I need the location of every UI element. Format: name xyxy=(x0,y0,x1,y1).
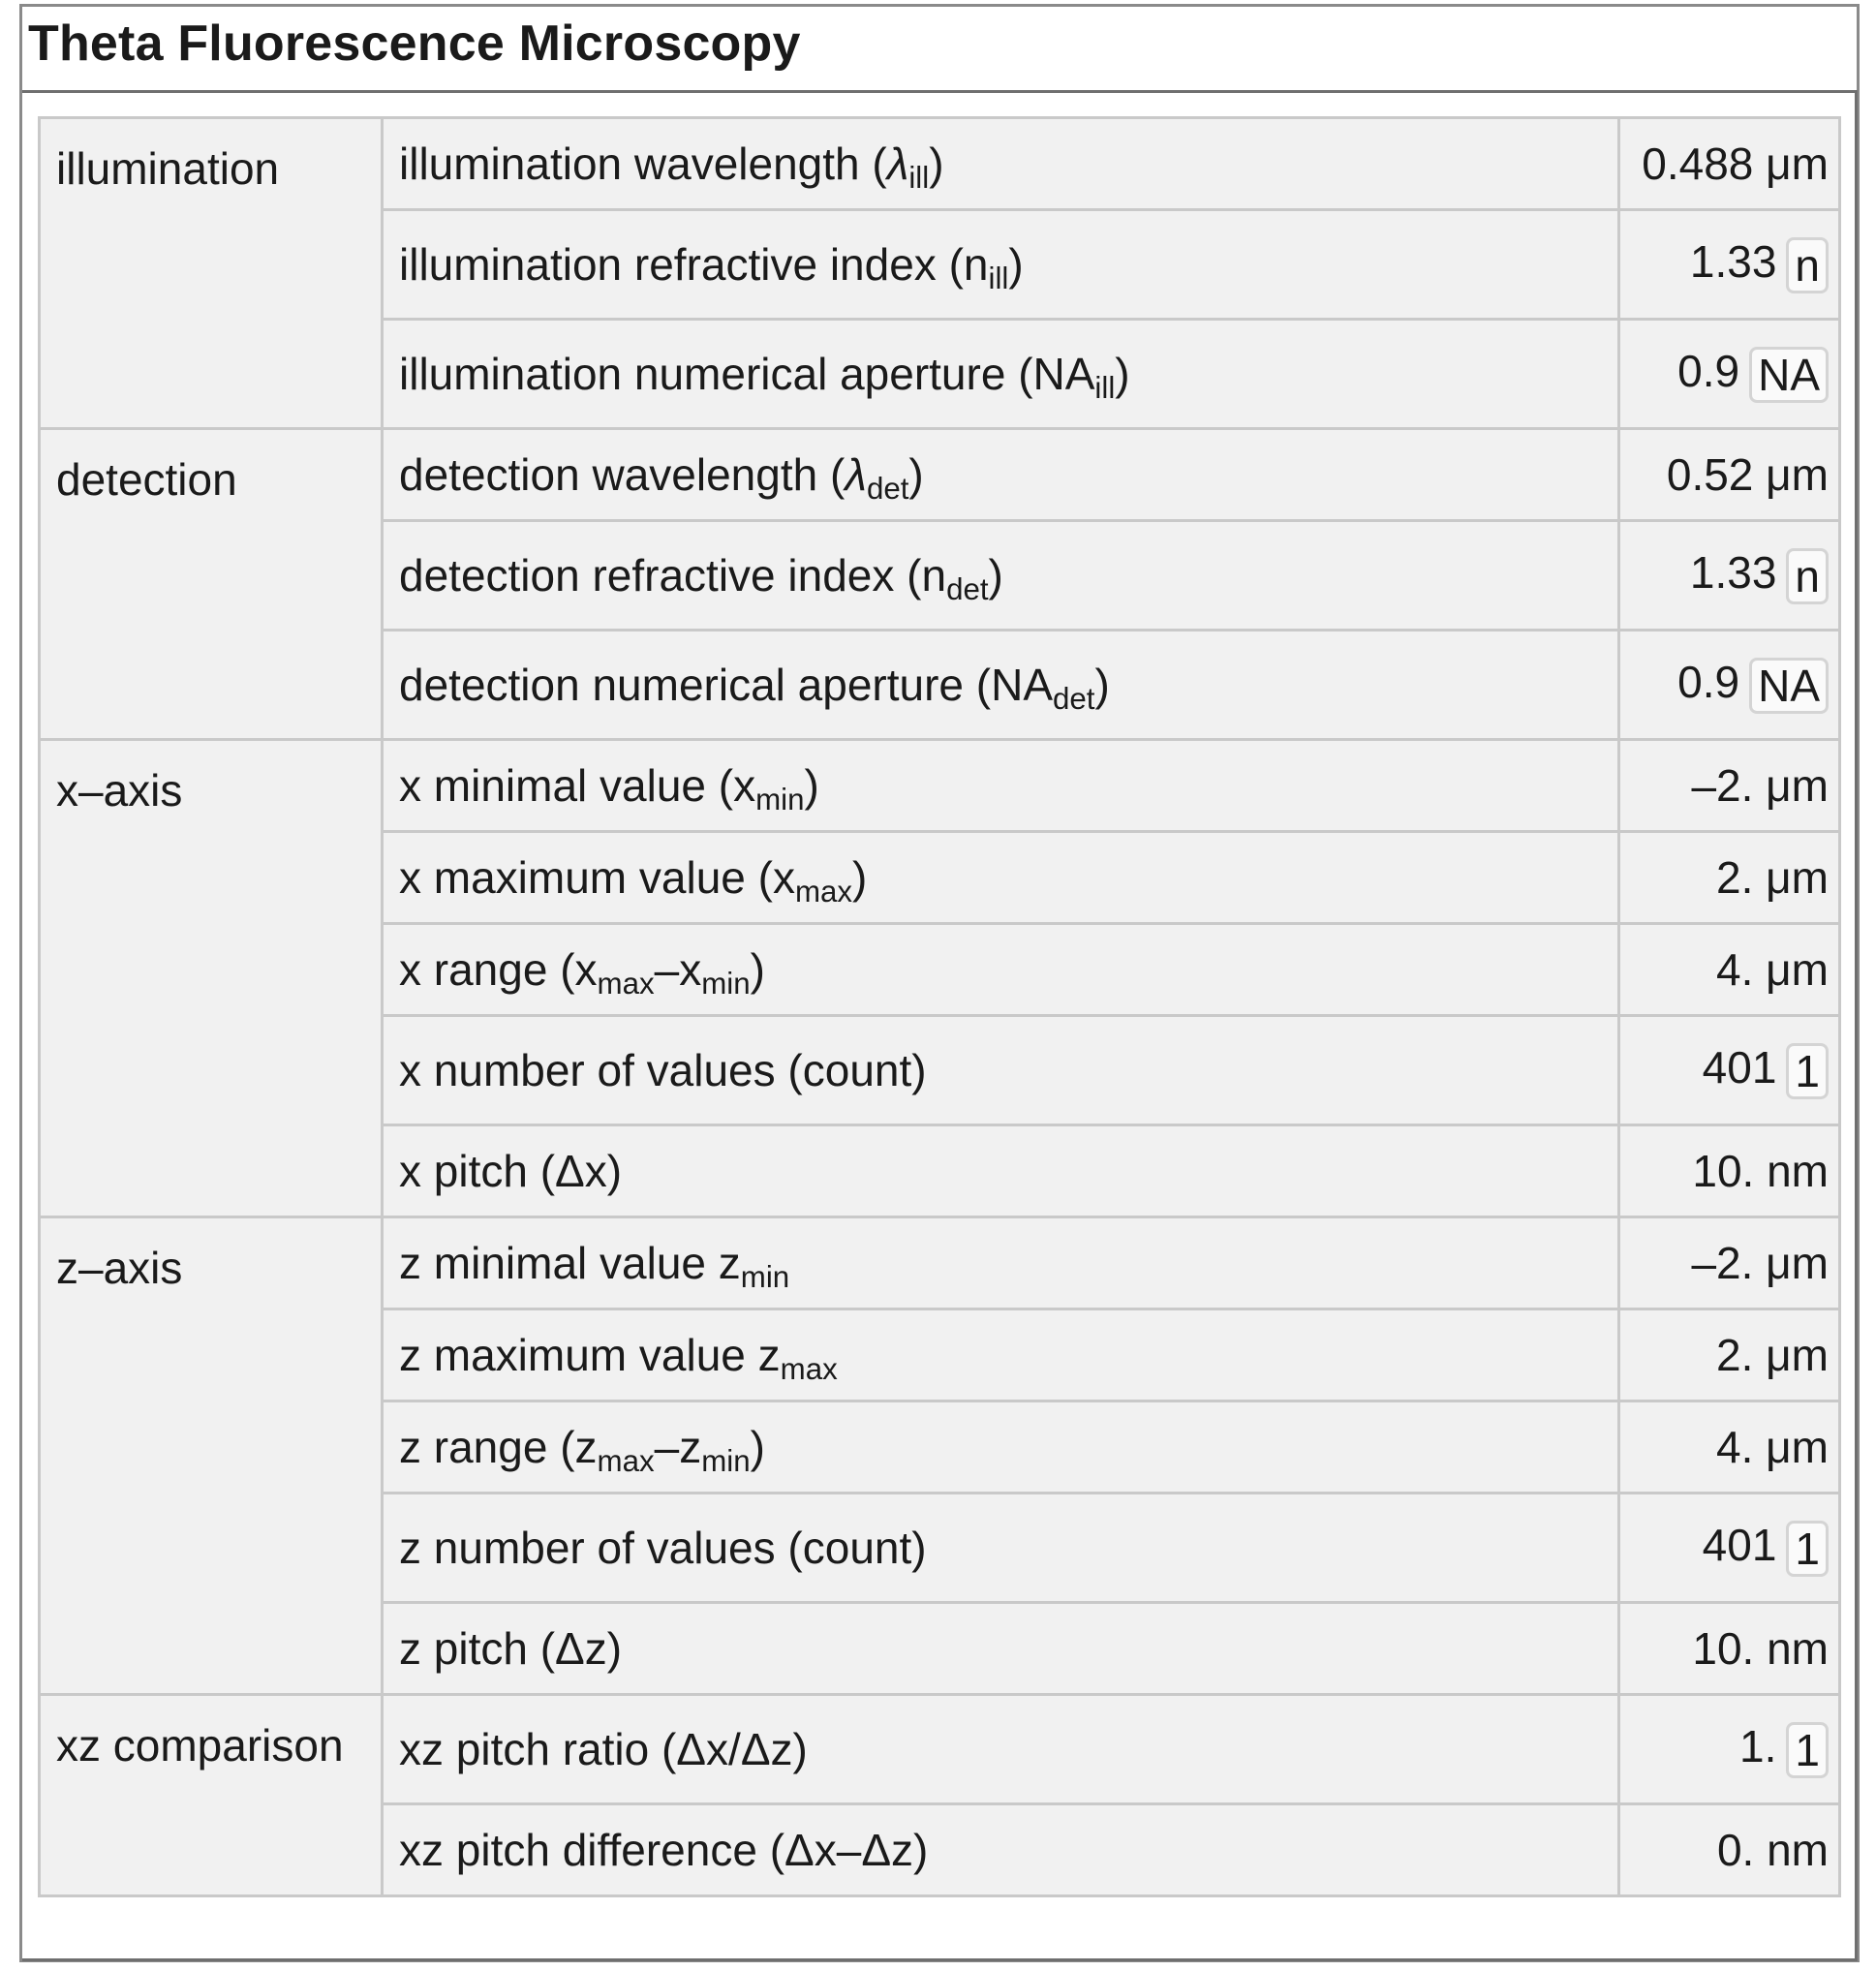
description-tail: –x xyxy=(654,944,702,995)
parameter-frame xyxy=(22,90,1858,1961)
parameter-description xyxy=(383,118,1619,210)
parameter-value: 2. μm xyxy=(1716,852,1829,903)
group-label: detection xyxy=(40,429,383,740)
description-text: z maximum value z xyxy=(399,1330,781,1380)
parameter-value: 10. nm xyxy=(1692,1146,1829,1196)
parameter-table-body xyxy=(40,118,1840,1896)
theta-fluorescence-panel xyxy=(19,4,1860,1962)
table-row xyxy=(40,118,1840,210)
parameter-value-cell xyxy=(1619,429,1840,521)
description-text: illumination numerical aperture (NA xyxy=(399,349,1095,399)
description-text: z minimal value z xyxy=(399,1238,741,1288)
parameter-value: 0.488 μm xyxy=(1642,139,1829,189)
unit-badge: 1 xyxy=(1786,1521,1829,1577)
description-text: x pitch (Δx) xyxy=(399,1146,623,1196)
parameter-value: 1. xyxy=(1739,1721,1777,1771)
description-text: detection refractive index (n xyxy=(399,550,947,601)
description-tail: ) xyxy=(908,449,924,500)
parameter-value: 4. μm xyxy=(1716,944,1829,995)
subscript: max xyxy=(794,874,853,909)
description-text: x number of values (count) xyxy=(399,1045,927,1095)
parameter-table xyxy=(38,116,1841,1897)
parameter-value-cell xyxy=(1619,1217,1840,1309)
table-row xyxy=(40,1217,1840,1309)
description-tail: ) xyxy=(804,760,819,811)
unit-badge: 1 xyxy=(1786,1722,1829,1778)
parameter-value: 0.9 xyxy=(1677,346,1740,396)
description-text: z range (z xyxy=(399,1422,598,1472)
parameter-description xyxy=(383,832,1619,924)
table-row xyxy=(40,429,1840,521)
subscript: min xyxy=(740,1259,790,1294)
description-tail: –z xyxy=(654,1422,702,1472)
parameter-description xyxy=(383,429,1619,521)
subscript: min xyxy=(701,966,751,1001)
panel-title: Theta Fluorescence Microscopy xyxy=(28,15,801,72)
unit-badge: n xyxy=(1786,548,1829,604)
description-tail: ) xyxy=(852,852,868,903)
parameter-value-cell xyxy=(1619,320,1840,429)
symbol: λ xyxy=(845,449,867,500)
unit-badge: n xyxy=(1786,237,1829,293)
parameter-value-cell xyxy=(1619,1309,1840,1401)
parameter-value: –2. μm xyxy=(1691,1238,1829,1288)
unit-badge: NA xyxy=(1749,658,1829,714)
parameter-value-cell xyxy=(1619,1695,1840,1804)
group-label: z–axis xyxy=(40,1217,383,1695)
description-text: x maximum value (x xyxy=(399,852,795,903)
parameter-value: 0.52 μm xyxy=(1666,449,1829,500)
parameter-description xyxy=(383,521,1619,631)
description-tail: ) xyxy=(988,550,1003,601)
subscript: max xyxy=(780,1351,838,1386)
table-row xyxy=(40,740,1840,832)
parameter-description xyxy=(383,210,1619,320)
parameter-description xyxy=(383,1125,1619,1217)
group-label: xz comparison xyxy=(40,1695,383,1896)
parameter-description xyxy=(383,1401,1619,1494)
unit-badge: NA xyxy=(1749,347,1829,403)
parameter-value-cell xyxy=(1619,118,1840,210)
parameter-value-cell xyxy=(1619,521,1840,631)
subscript: max xyxy=(597,1443,655,1478)
description-text: illumination wavelength ( xyxy=(399,139,887,189)
parameter-value: 1.33 xyxy=(1689,547,1777,598)
description-tail: ) xyxy=(1115,349,1130,399)
parameter-description xyxy=(383,1217,1619,1309)
description-text: xz pitch difference (Δx–Δz) xyxy=(399,1825,929,1875)
description-text: z pitch (Δz) xyxy=(399,1623,623,1674)
subscript: det xyxy=(1053,681,1095,716)
description-tail: ) xyxy=(1008,239,1024,290)
description-text: x range (x xyxy=(399,944,598,995)
parameter-value: 4. μm xyxy=(1716,1422,1829,1472)
parameter-description xyxy=(383,1804,1619,1896)
parameter-description xyxy=(383,1494,1619,1603)
group-label: x–axis xyxy=(40,740,383,1217)
description-text: detection wavelength ( xyxy=(399,449,846,500)
description-text: illumination refractive index (n xyxy=(399,239,989,290)
parameter-value: 0. nm xyxy=(1716,1825,1829,1875)
parameter-value-cell xyxy=(1619,832,1840,924)
subscript: ill xyxy=(1094,370,1116,405)
description-text: xz pitch ratio (Δx/Δz) xyxy=(399,1724,808,1774)
parameter-value-cell xyxy=(1619,1016,1840,1125)
parameter-value: 401 xyxy=(1702,1520,1777,1570)
parameter-value: 2. μm xyxy=(1716,1330,1829,1380)
parameter-value: –2. μm xyxy=(1691,760,1829,811)
parameter-description xyxy=(383,320,1619,429)
description-tail: ) xyxy=(750,944,765,995)
subscript: det xyxy=(866,471,909,506)
parameter-value-cell xyxy=(1619,1401,1840,1494)
subscript: ill xyxy=(988,261,1009,295)
parameter-description xyxy=(383,1309,1619,1401)
group-label: illumination xyxy=(40,118,383,429)
parameter-description xyxy=(383,1016,1619,1125)
parameter-description xyxy=(383,1695,1619,1804)
parameter-value-cell xyxy=(1619,210,1840,320)
unit-badge: 1 xyxy=(1786,1043,1829,1099)
subscript: det xyxy=(946,571,989,606)
description-text: detection numerical aperture (NA xyxy=(399,660,1053,710)
parameter-value: 1.33 xyxy=(1689,236,1777,287)
parameter-value-cell xyxy=(1619,1603,1840,1695)
description-text: z number of values (count) xyxy=(399,1523,927,1573)
subscript: min xyxy=(701,1443,751,1478)
table-row xyxy=(40,1695,1840,1804)
parameter-value-cell xyxy=(1619,924,1840,1016)
parameter-value: 10. nm xyxy=(1692,1623,1829,1674)
description-tail: ) xyxy=(1094,660,1110,710)
subscript: max xyxy=(597,966,655,1001)
description-tail: ) xyxy=(929,139,944,189)
symbol: λ xyxy=(886,139,909,189)
parameter-description xyxy=(383,1603,1619,1695)
parameter-value-cell xyxy=(1619,1494,1840,1603)
parameter-value: 0.9 xyxy=(1677,657,1740,707)
subscript: min xyxy=(755,782,805,816)
parameter-value: 401 xyxy=(1702,1042,1777,1093)
parameter-description xyxy=(383,740,1619,832)
subscript: ill xyxy=(908,160,930,195)
parameter-description xyxy=(383,631,1619,740)
description-tail: ) xyxy=(750,1422,765,1472)
parameter-value-cell xyxy=(1619,1125,1840,1217)
parameter-value-cell xyxy=(1619,1804,1840,1896)
parameter-description xyxy=(383,924,1619,1016)
parameter-value-cell xyxy=(1619,631,1840,740)
parameter-value-cell xyxy=(1619,740,1840,832)
description-text: x minimal value (x xyxy=(399,760,756,811)
